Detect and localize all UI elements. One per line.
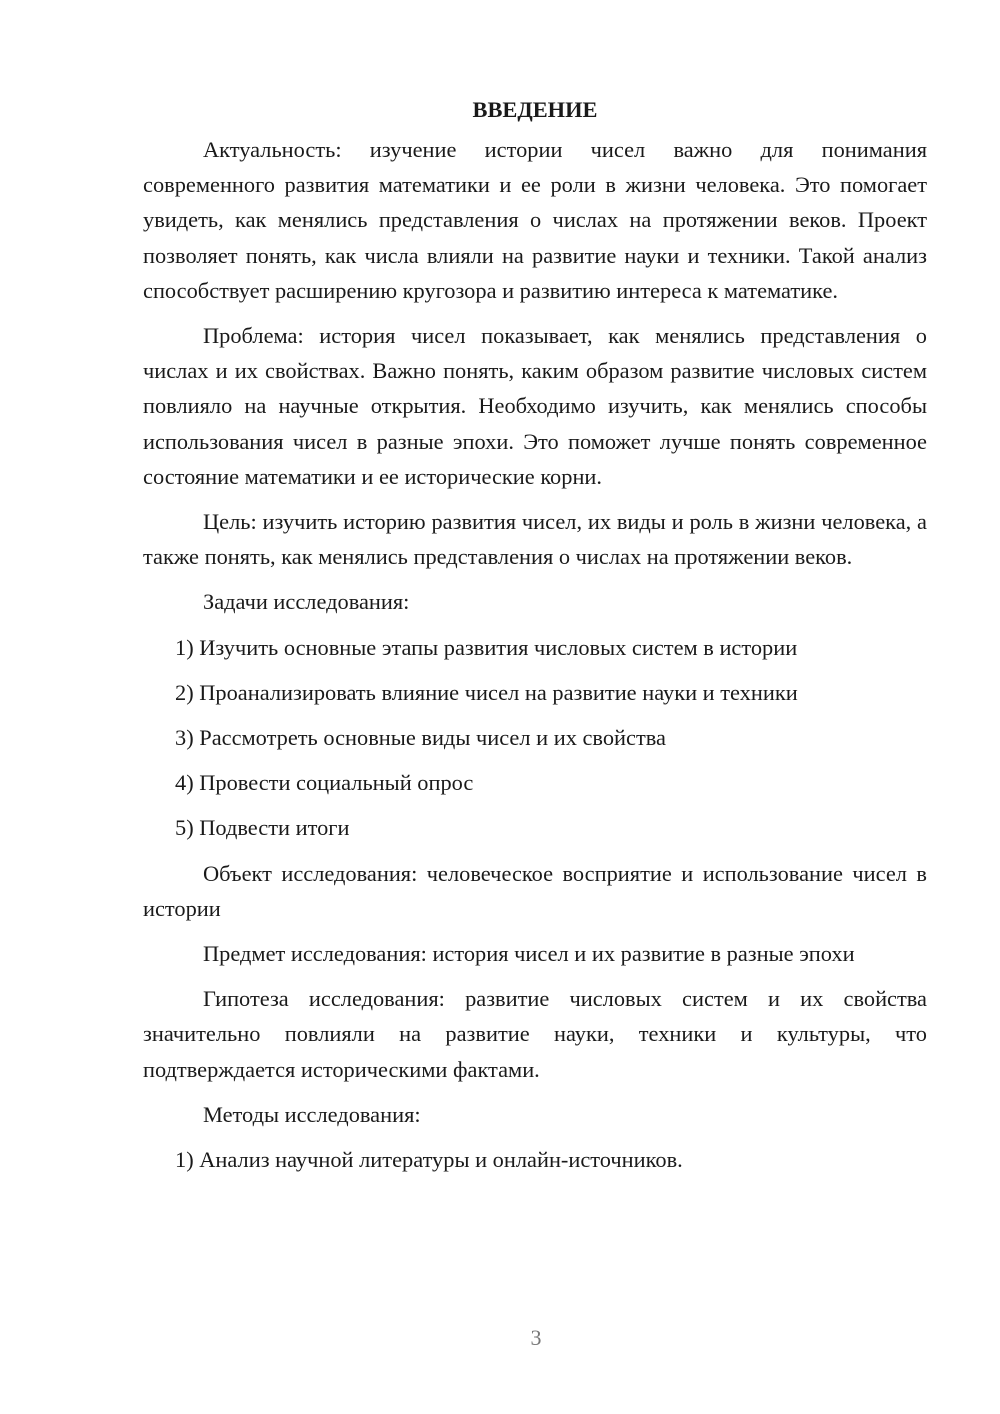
tasks-heading: Задачи исследования: [203, 589, 410, 615]
list-item: 1) Анализ научной литературы и онлайн-источников. [175, 1147, 683, 1173]
methods-heading: Методы исследования: [203, 1101, 421, 1127]
tasks-list [143, 630, 927, 846]
page-title: ВВЕДЕНИЕ [472, 97, 598, 122]
subject-paragraph: Предмет исследования: история чисел и их развитие в разные эпохи [203, 941, 855, 967]
relevance-paragraph: Актуальность: изучение истории чисел важно для понимания современного развития математики и ее роли в жизни человека. Это помогает увидеть, как менялись представления о числах на протяжении веков. Проект позволяет понять, как числа влияли на развитие науки и техники. Такой анализ способствует расширению кругозора и развитию интереса к математике. [143, 137, 927, 303]
object-paragraph: Объект исследования: человеческое восприятие и использование чисел в истории [143, 860, 927, 921]
methods-list [143, 1142, 927, 1177]
hypothesis-paragraph: Гипотеза исследования: развитие числовых систем и их свойства значительно повлияли на развитие науки, техники и культуры, что подтверждается историческими фактами. [143, 986, 927, 1082]
page-number: 3 [530, 1325, 542, 1350]
list-item: 5) Подвести итоги [175, 815, 350, 841]
list-item: 4) Провести социальный опрос [175, 770, 474, 796]
list-item: 1) Изучить основные этапы развития числовых систем в истории [175, 634, 798, 660]
list-item: 2) Проанализировать влияние чисел на развитие науки и техники [175, 679, 798, 705]
problem-paragraph: Проблема: история чисел показывает, как менялись представления о числах и их свойствах. Важно понять, каким образом развитие числовых систем повлияло на научные открытия. Необходимо изучить, как менялись способы использования чисел в разные эпохи. Это поможет лучше понять современное состояние математики и ее исторические корни. [143, 323, 927, 489]
document-page [143, 92, 927, 1187]
goal-paragraph: Цель: изучить историю развития чисел, их виды и роль в жизни человека, а также понять, как менялись представления о числах на протяжении веков. [143, 509, 927, 570]
list-item: 3) Рассмотреть основные виды чисел и их свойства [175, 725, 666, 751]
